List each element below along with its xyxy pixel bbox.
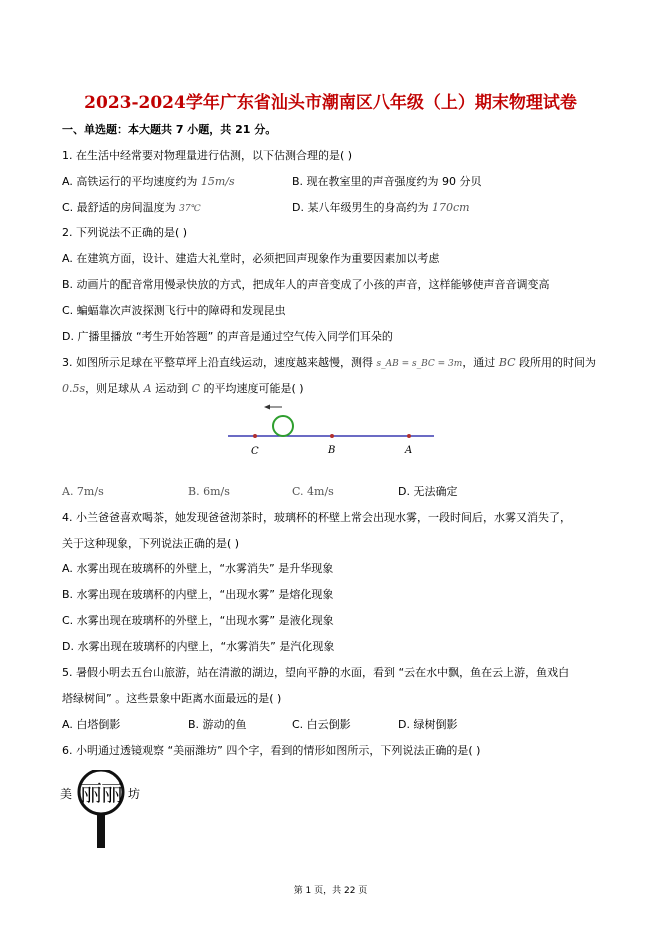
q4-stem-line2: 关于这种现象，下列说法正确的是( ) xyxy=(62,537,240,550)
q3-stem-line2: 0.5s，则足球从 A 运动到 C 的平均速度可能是( ) xyxy=(62,382,304,395)
figure-char-magnified-2: 丽 xyxy=(101,782,124,807)
q5-option-c: C. 白云倒影 xyxy=(292,718,351,731)
q4-option-d: D. 水雾出现在玻璃杯的内壁上，“水雾消失” 是汽化现象 xyxy=(62,640,335,653)
figure-char-magnified-1: 丽 xyxy=(80,782,103,807)
lens-handle-icon xyxy=(97,814,105,848)
point-a xyxy=(407,434,411,438)
q1-option-c: C. 最舒适的房间温度为 37℃ xyxy=(62,201,201,214)
page-title: 2023-2024学年广东省汕头市潮南区八年级（上）期末物理试卷 xyxy=(84,93,577,113)
label-c: C xyxy=(251,446,259,457)
q5-stem-line1: 5. 暑假小明去五台山旅游，站在清澈的湖边，望向平静的水面，看到 “云在水中飘，鱼在云上游，鱼戏白 xyxy=(62,666,570,679)
q2-option-d: D. 广播里播放 “考生开始答题” 的声音是通过空气传入同学们耳朵的 xyxy=(62,330,393,343)
q3-stem-line1: 3. 如图所示足球在平整草坪上沿直线运动，速度越来越慢，测得 s_AB = s_BC = 3m，通过 BC 段所用的时间为 xyxy=(62,356,597,369)
q6-stem: 6. 小明通过透镜观察 “美丽潍坊” 四个字，看到的情形如图所示，下列说法正确的是( ) xyxy=(62,744,481,757)
page-footer: 第 1 页，共 22 页 xyxy=(293,886,368,896)
q5-option-a: A. 白塔倒影 xyxy=(62,718,121,731)
q4-option-c: C. 水雾出现在玻璃杯的外壁上，“出现水雾” 是液化现象 xyxy=(62,614,334,627)
q2-stem: 2. 下列说法不正确的是( ) xyxy=(62,226,188,239)
q1-option-b: B. 现在教室里的声音强度约为 90 分贝 xyxy=(292,175,482,188)
label-b: B xyxy=(328,445,336,456)
point-c xyxy=(253,434,257,438)
q1-stem: 1. 在生活中经常要对物理量进行估测，以下估测合理的是( ) xyxy=(62,149,353,162)
q2-option-a: A. 在建筑方面，设计、建造大礼堂时，必须把回声现象作为重要因素加以考虑 xyxy=(62,252,440,265)
figure-char-right: 坊 xyxy=(128,787,141,801)
q4-option-a: A. 水雾出现在玻璃杯的外壁上，“水雾消失” 是升华现象 xyxy=(62,562,334,575)
q2-option-c: C. 蝙蝠靠次声波探测飞行中的障碍和发现昆虫 xyxy=(62,304,286,317)
q6-figure xyxy=(58,770,158,850)
q1-option-d: D. 某八年级男生的身高约为 170cm xyxy=(292,201,470,214)
q2-option-b: B. 动画片的配音常用慢录快放的方式，把成年人的声音变成了小孩的声音，这样能够使声音音调变高 xyxy=(62,278,550,291)
q3-option-d: D. 无法确定 xyxy=(398,485,458,498)
q5-option-d: D. 绿树倒影 xyxy=(398,718,458,731)
q4-stem-line1: 4. 小兰爸爸喜欢喝茶，她发现爸爸沏茶时，玻璃杯的杯壁上常会出现水雾，一段时间后，水雾又消失了， xyxy=(62,511,571,524)
figure-char-left: 美 xyxy=(60,787,73,801)
q5-option-b: B. 游动的鱼 xyxy=(188,718,247,731)
label-a: A xyxy=(405,445,413,456)
q3-figure xyxy=(220,400,440,460)
q5-stem-line2: 塔绿树间” 。这些景象中距离水面最远的是( ) xyxy=(62,692,282,705)
section-heading: 一、单选题：本大题共 7 小题，共 21 分。 xyxy=(62,123,277,136)
q3-option-c: C. 4m/s xyxy=(292,485,334,498)
point-b xyxy=(330,434,334,438)
arrow-head-icon xyxy=(264,405,270,410)
q3-option-a: A. 7m/s xyxy=(62,485,104,498)
q4-option-b: B. 水雾出现在玻璃杯的内壁上，“出现水雾” 是熔化现象 xyxy=(62,588,334,601)
q3-option-b: B. 6m/s xyxy=(188,485,230,498)
ball-icon xyxy=(273,416,293,436)
q1-option-a: A. 高铁运行的平均速度约为 15m/s xyxy=(62,175,235,188)
